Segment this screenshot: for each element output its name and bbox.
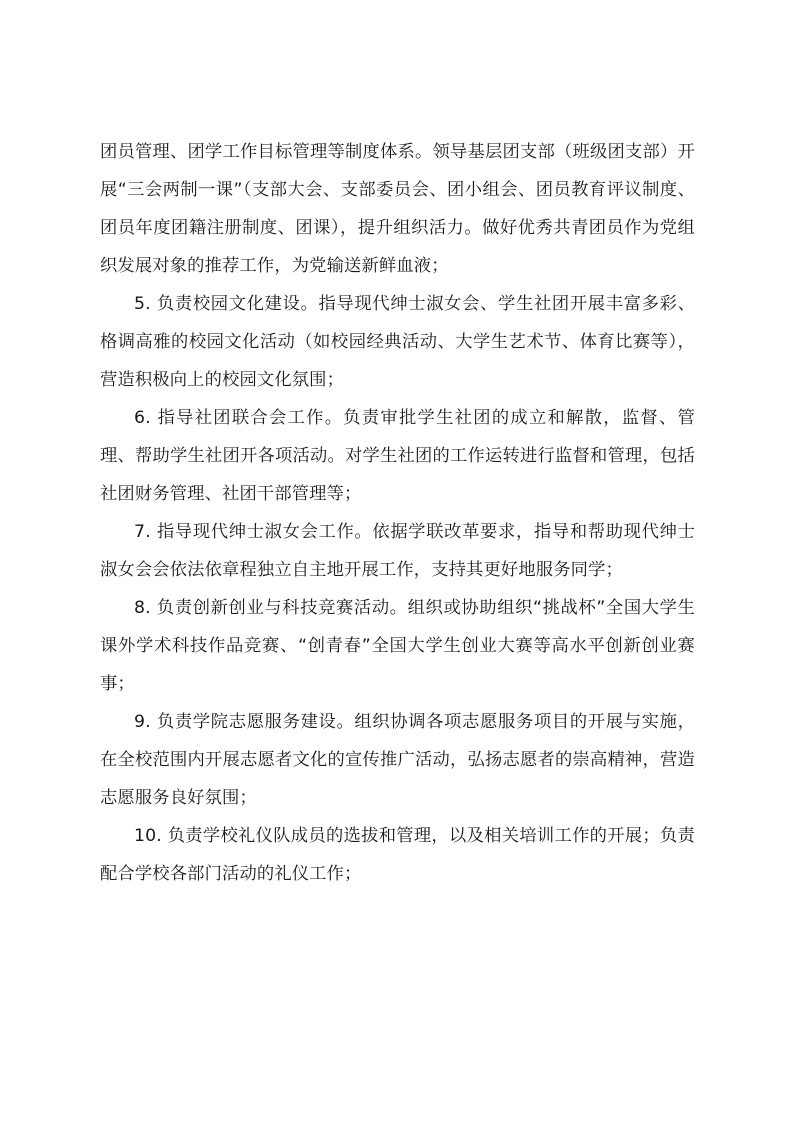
paragraph-item-8: 8. 负责创新创业与科技竞赛活动。组织或协助组织“挑战杯”全国大学生课外学术科技作品竞赛、“创青春”全国大学生创业大赛等高水平创新创业赛事； — [100, 598, 695, 694]
paragraph-item-9: 9. 负责学院志愿服务建设。组织协调各项志愿服务项目的开展与实施，在全校范围内开展志愿者文化的宣传推广活动，弘扬志愿者的崇高精神，营造志愿服务良好氛围； — [100, 712, 695, 808]
paragraph-item-6: 6. 指导社团联合会工作。负责审批学生社团的成立和解散，监督、管理、帮助学生社团开各项活动。对学生社团的工作运转进行监督和管理，包括社团财务管理、社团干部管理等； — [100, 408, 695, 504]
paragraph-item-5: 5. 负责校园文化建设。指导现代绅士淑女会、学生社团开展丰富多彩、格调高雅的校园文化活动（如校园经典活动、大学生艺术节、体育比赛等），营造积极向上的校园文化氛围； — [100, 294, 695, 390]
paragraph-continued: 团员管理、团学工作目标管理等制度体系。领导基层团支部（班级团支部）开展“三会两制一课”（支部大会、支部委员会、团小组会、团员教育评议制度、团员年度团籍注册制度、团课），提升组织活力。做好优秀共青团员作为党组织发展对象的推荐工作，为党输送新鲜血液； — [100, 142, 695, 276]
document-body — [100, 133, 695, 893]
paragraph-item-10: 10. 负责学校礼仪队成员的选拔和管理，以及相关培训工作的开展；负责配合学校各部门活动的礼仪工作； — [100, 826, 695, 884]
paragraph-item-7: 7. 指导现代绅士淑女会工作。依据学联改革要求，指导和帮助现代绅士淑女会会依法依章程独立自主地开展工作，支持其更好地服务同学； — [100, 522, 695, 580]
